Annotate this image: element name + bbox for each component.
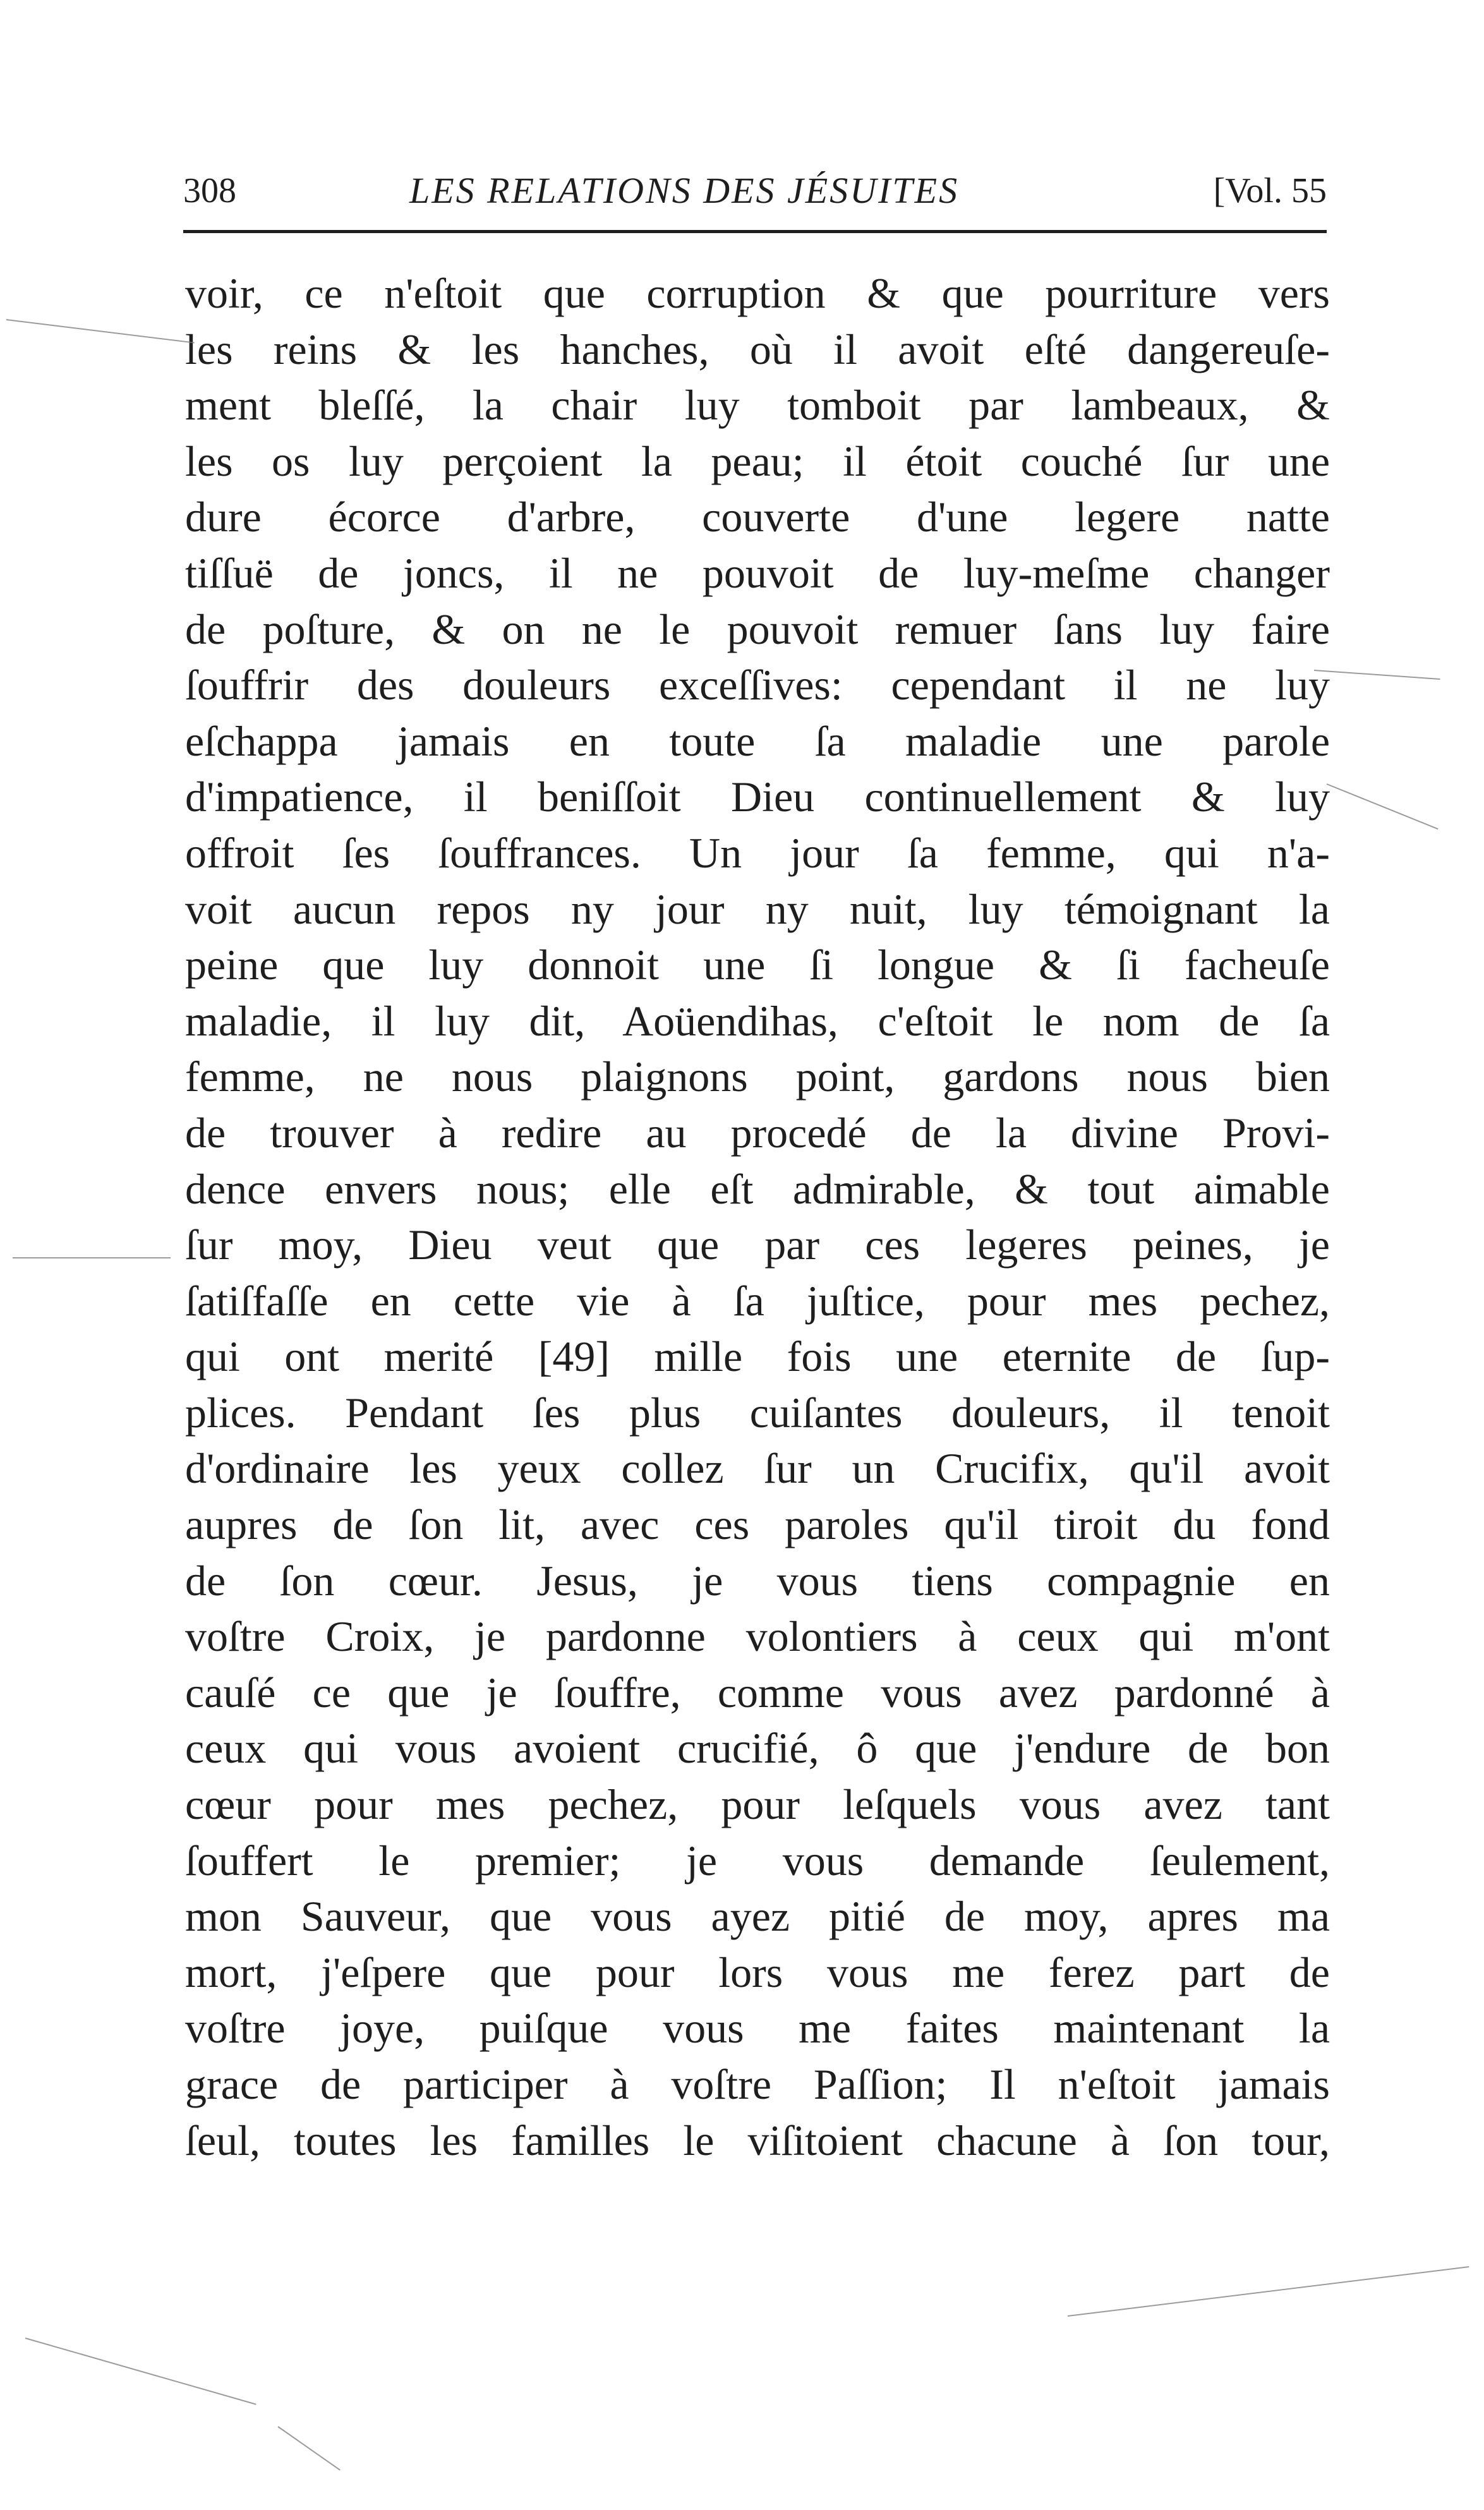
text-line: ceux qui vous avoient crucifié, ô que j'endure de bon [185, 1724, 1330, 1773]
body-text [185, 265, 1330, 2168]
text-line: ſouffrir des douleurs exceſſives: cependant il ne luy [185, 661, 1330, 709]
scan-mark [1327, 783, 1439, 830]
text-line: voir, ce n'eſtoit que corruption & que pourriture vers [185, 269, 1330, 317]
text-line: femme, ne nous plaignons point, gardons nous bien [185, 1053, 1330, 1101]
text-line: voſtre joye, puiſque vous me faites maintenant la [185, 2004, 1330, 2053]
text-line: tiſſuë de joncs, il ne pouvoit de luy-meſme changer [185, 548, 1330, 597]
text-line: de ſon cœur. Jesus, je vous tiens compagnie en [185, 1556, 1330, 1605]
text-line: mort, j'eſpere que pour lors vous me ferez part de [185, 1948, 1330, 1996]
scan-mark [277, 2426, 340, 2470]
text-line: voit aucun repos ny jour ny nuit, luy témoignant la [185, 884, 1330, 933]
text-line: de trouver à redire au procedé de la divine Provi- [185, 1108, 1330, 1157]
scan-mark [6, 319, 195, 344]
scan-mark [1068, 2266, 1469, 2317]
text-line: grace de participer à voſtre Paſſion; Il n'eſtoit jamais [185, 2060, 1330, 2108]
text-line: voſtre Croix, je pardonne volontiers à ceux qui m'ont [185, 1612, 1330, 1661]
volume-label: [Vol. 55 [1213, 171, 1327, 210]
text-line: d'ordinaire les yeux collez ſur un Crucifix, qu'il avoit [185, 1444, 1330, 1493]
text-line: de poſture, & on ne le pouvoit remuer ſans luy faire [185, 605, 1330, 653]
text-line: ſur moy, Dieu veut que par ces legeres peines, je [185, 1221, 1330, 1269]
text-line: dence envers nous; elle eſt admirable, & tout aimable [185, 1164, 1330, 1213]
text-line: cauſé ce que je ſouffre, comme vous avez pardonné à [185, 1668, 1330, 1717]
scan-mark [13, 1257, 171, 1258]
text-line: cœur pour mes pechez, pour leſquels vous avez tant [185, 1780, 1330, 1829]
scan-mark [1314, 670, 1440, 680]
text-line: eſchappa jamais en toute ſa maladie une parole [185, 716, 1330, 765]
text-line: peine que luy donnoit une ſi longue & ſi facheuſe [185, 941, 1330, 989]
text-line: dure écorce d'arbre, couverte d'une legere natte [185, 493, 1330, 541]
text-line: offroit ſes ſouffrances. Un jour ſa femme, qui n'a- [185, 828, 1330, 877]
page-header [183, 166, 1327, 216]
text-line: aupres de ſon lit, avec ces paroles qu'il tiroit du fond [185, 1500, 1330, 1549]
text-line: ſatiſfaſſe en cette vie à ſa juſtice, pour mes pechez, [185, 1276, 1330, 1325]
text-line: qui ont merité [49] mille fois une eternite de ſup- [185, 1332, 1330, 1381]
text-line: d'impatience, il beniſſoit Dieu continuellement & luy [185, 773, 1330, 821]
text-line: ment bleſſé, la chair luy tomboit par lambeaux, & [185, 381, 1330, 430]
scan-mark [25, 2338, 256, 2405]
text-line: les os luy perçoient la peau; il étoit couché ſur une [185, 437, 1330, 485]
text-line: ſeul, toutes les familles le viſitoient chacune à ſon tour, [185, 2116, 1330, 2164]
text-line: ſouffert le premier; je vous demande ſeulement, [185, 1836, 1330, 1885]
text-line: maladie, il luy dit, Aoüendihas, c'eſtoit le nom de ſa [185, 996, 1330, 1045]
page-number: 308 [183, 171, 236, 210]
header-rule [183, 230, 1327, 233]
running-title: LES RELATIONS DES JÉSUITES [409, 170, 960, 211]
text-line: les reins & les hanches, où il avoit eſté dangereuſe- [185, 325, 1330, 373]
text-line: plices. Pendant ſes plus cuiſantes douleurs, il tenoit [185, 1388, 1330, 1437]
text-line: mon Sauveur, que vous ayez pitié de moy, apres ma [185, 1892, 1330, 1941]
